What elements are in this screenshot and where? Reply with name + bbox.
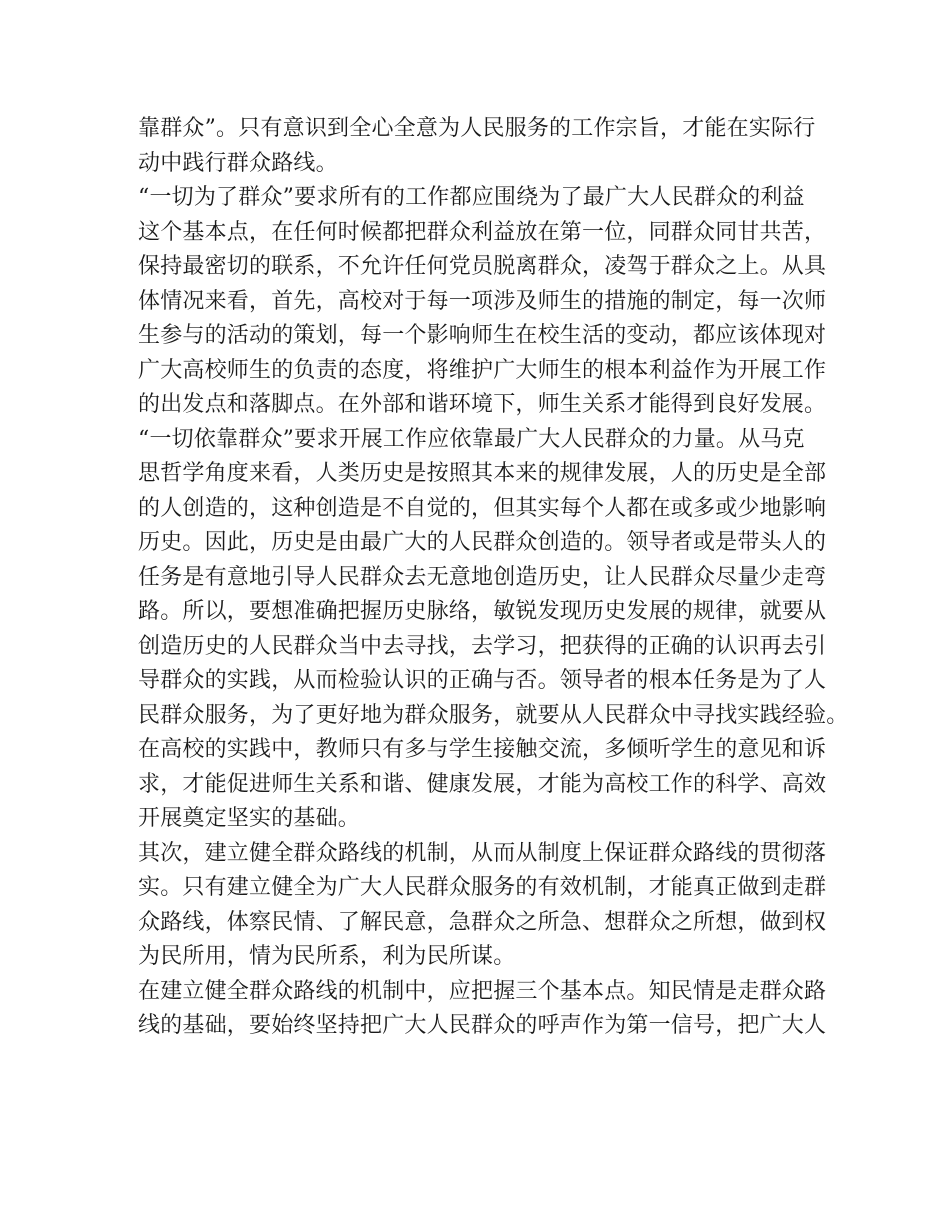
text-line: 创造历史的人民群众当中去寻找，去学习，把获得的正确的认识再去引 xyxy=(138,633,827,659)
text-line: 任务是有意地引导人民群众去无意地创造历史，让人民群众尽量少走弯 xyxy=(138,564,827,590)
text-line: 生参与的活动的策划，每一个影响师生在校生活的变动，都应该体现对 xyxy=(138,323,827,348)
body-text xyxy=(138,112,849,1044)
text-line: 这个基本点，在任何时候都把群众利益放在第一位，同群众同甘共苦， xyxy=(138,219,827,245)
text-line: 靠群众”。只有意识到全心全意为人民服务的工作宗旨，才能在实际行 xyxy=(138,116,816,141)
text-line: 实。只有建立健全为广大人民群众服务的有效机制，才能真正做到走群 xyxy=(138,875,827,900)
text-line: 体情况来看，首先，高校对于每一项涉及师生的措施的制定，每一次师 xyxy=(138,288,827,314)
text-line: 开展奠定坚实的基础。 xyxy=(138,806,361,831)
text-line: 的人创造的，这种创造是不自觉的，但其实每个人都在或多或少地影响 xyxy=(138,495,827,521)
text-line: 动中践行群众路线。 xyxy=(138,150,338,176)
text-line: 历史。因此，历史是由最广大的人民群众创造的。领导者或是带头人的 xyxy=(138,530,827,555)
text-line: “一切依靠群众”要求开展工作应依靠最广大人民群众的力量。从马克 xyxy=(138,426,805,452)
text-line: 众路线，体察民情、了解民意，急群众之所急、想群众之所想，做到权 xyxy=(138,909,827,935)
text-line: 广大高校师生的负责的态度，将维护广大师生的根本利益作为开展工作 xyxy=(138,357,827,383)
text-line: 的出发点和落脚点。在外部和谐环境下，师生关系才能得到良好发展。 xyxy=(138,392,827,417)
text-line: 线的基础，要始终坚持把广大人民群众的呼声作为第一信号，把广大人 xyxy=(138,1013,827,1038)
text-line: 导群众的实践，从而检验认识的正确与否。领导者的根本任务是为了人 xyxy=(138,668,827,693)
text-line: 路。所以，要想准确把握历史脉络，敏锐发现历史发展的规律，就要从 xyxy=(138,599,827,624)
text-line: 求，才能促进师生关系和谐、健康发展，才能为高校工作的科学、高效 xyxy=(138,771,827,797)
text-line: 民群众服务，为了更好地为群众服务，就要从人民群众中寻找实践经验。 xyxy=(138,702,849,728)
text-line: 思哲学角度来看，人类历史是按照其本来的规律发展，人的历史是全部 xyxy=(138,461,827,486)
text-line: 在高校的实践中，教师只有多与学生接触交流，多倾听学生的意见和诉 xyxy=(138,737,827,762)
text-line: 为民所用，情为民所系，利为民所谋。 xyxy=(138,944,516,969)
text-line: “一切为了群众”要求所有的工作都应围绕为了最广大人民群众的利益 xyxy=(138,185,805,210)
text-line: 在建立健全群众路线的机制中，应把握三个基本点。知民情是走群众路 xyxy=(138,978,827,1004)
text-line: 其次，建立健全群众路线的机制，从而从制度上保证群众路线的贯彻落 xyxy=(138,840,827,866)
text-line: 保持最密切的联系，不允许任何党员脱离群众，凌驾于群众之上。从具 xyxy=(138,254,827,279)
